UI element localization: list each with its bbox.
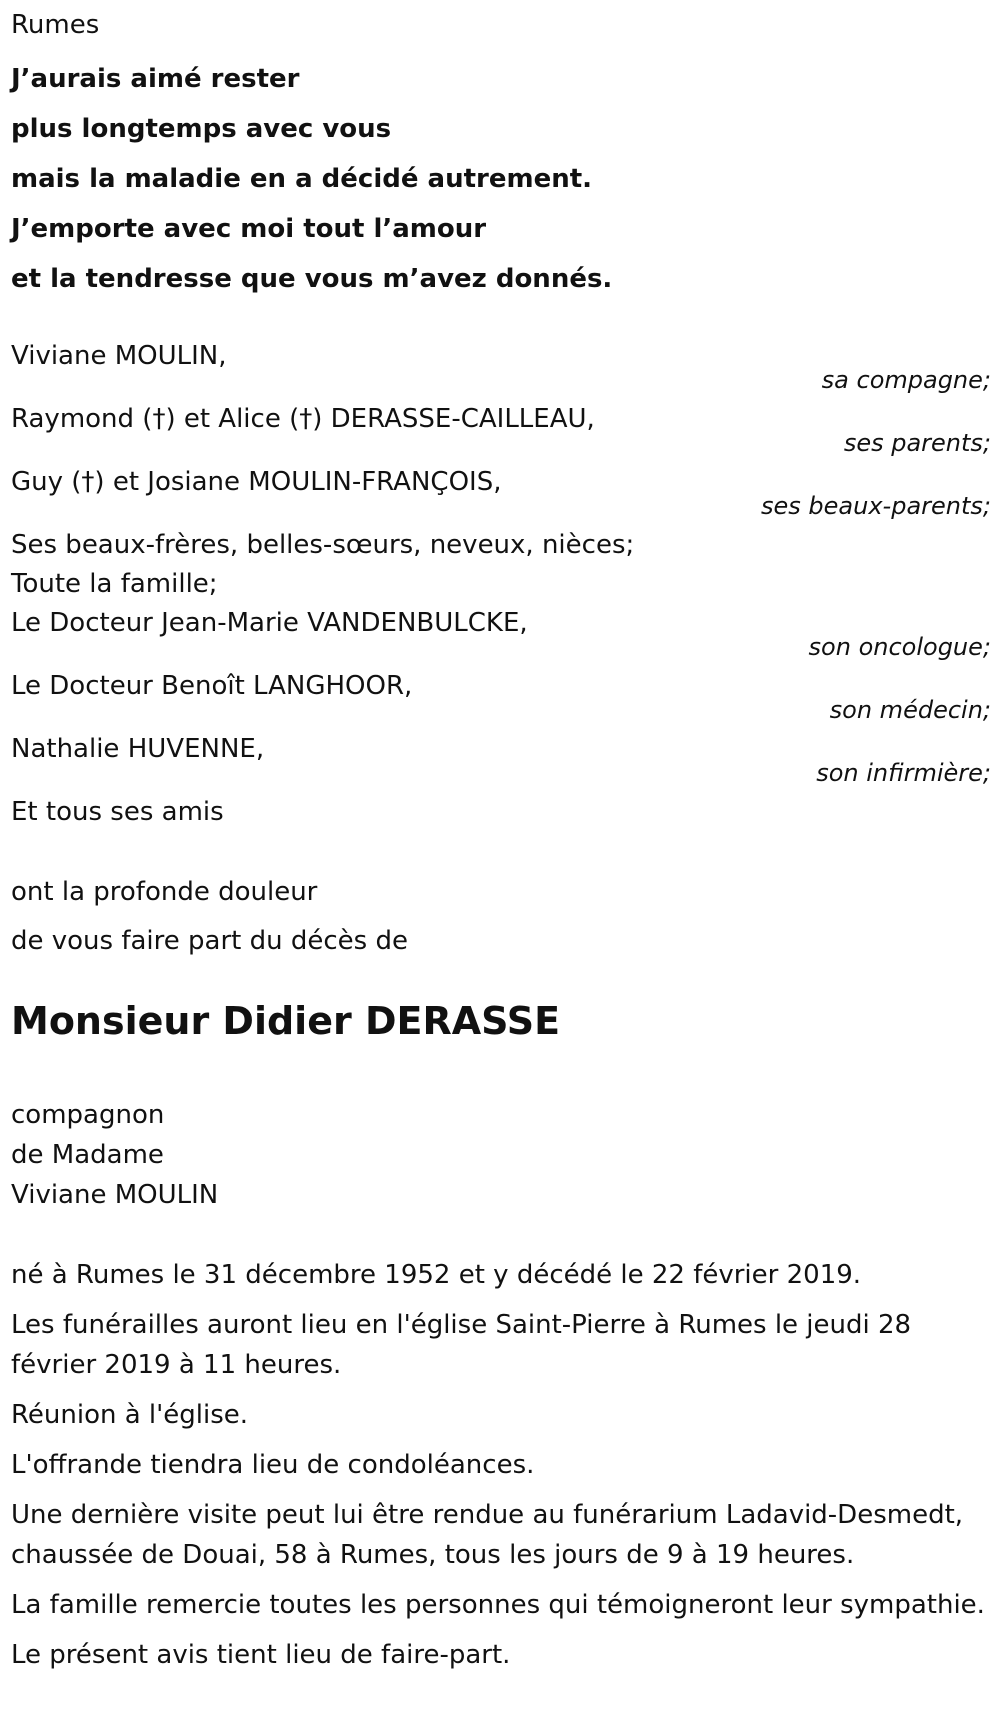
- deceased-name: Monsieur Didier DERASSE: [11, 999, 561, 1043]
- detail-line: Les funérailles auront lieu en l'église Saint-Pierre à Rumes le jeudi 28 février 2019 à 11 heures.: [11, 1310, 912, 1380]
- detail-line: La famille remercie toutes les personnes qui témoigneront leur sympathie.: [11, 1590, 985, 1620]
- mourner-relation: ses beaux-parents;: [761, 492, 991, 520]
- mourner-name: Guy (†) et Josiane MOULIN-FRANÇOIS,: [11, 467, 502, 497]
- detail-line: L'offrande tiendra lieu de condoléances.: [11, 1450, 535, 1480]
- spouse-line: de Madame: [11, 1140, 164, 1170]
- poem-line: J’emporte avec moi tout l’amour: [11, 214, 487, 244]
- detail-line: Réunion à l'église.: [11, 1400, 249, 1430]
- spouse-block: [11, 1095, 218, 1215]
- announcement-line: ont la profonde douleur: [11, 877, 318, 907]
- detail-line: Une dernière visite peut lui être rendue au funérarium Ladavid-Desmedt, chaussée de Douai, 58 à Rumes, tous les jours de 9 à 19 heures.: [11, 1500, 964, 1570]
- spouse-line: compagnon: [11, 1100, 165, 1130]
- mourner-name: Nathalie HUVENNE,: [11, 734, 265, 764]
- mourner-relation: son médecin;: [829, 696, 991, 724]
- announcement-line: de vous faire part du décès de: [11, 926, 408, 956]
- detail-line: Le présent avis tient lieu de faire-part.: [11, 1640, 511, 1670]
- mourner-name: Viviane MOULIN,: [11, 341, 227, 371]
- detail-line: né à Rumes le 31 décembre 1952 et y décédé le 22 février 2019.: [11, 1260, 862, 1290]
- poem-line: J’aurais aimé rester: [11, 64, 300, 94]
- mourner-name: Le Docteur Benoît LANGHOOR,: [11, 671, 413, 701]
- mourner-name: Ses beaux-frères, belles-sœurs, neveux, nièces;: [11, 530, 635, 560]
- mourner-name: Raymond (†) et Alice (†) DERASSE-CAILLEAU,: [11, 404, 595, 434]
- spouse-line: Viviane MOULIN: [11, 1180, 219, 1210]
- mourner-name: Et tous ses amis: [11, 797, 224, 827]
- mourner-name: Toute la famille;: [11, 569, 218, 599]
- mourner-relation: ses parents;: [843, 429, 991, 457]
- poem: [11, 54, 991, 304]
- poem-line: et la tendresse que vous m’avez donnés.: [11, 264, 613, 294]
- mourner-name: Le Docteur Jean-Marie VANDENBULCKE,: [11, 608, 528, 638]
- poem-line: mais la maladie en a décidé autrement.: [11, 164, 593, 194]
- funeral-details: [11, 1255, 991, 1685]
- obituary-notice: [11, 0, 991, 1721]
- poem-line: plus longtemps avec vous: [11, 114, 392, 144]
- mourner-relation: son oncologue;: [808, 633, 991, 661]
- place-name: Rumes: [11, 10, 100, 40]
- mourner-relation: sa compagne;: [821, 366, 991, 394]
- mourner-relation: son infirmière;: [816, 759, 991, 787]
